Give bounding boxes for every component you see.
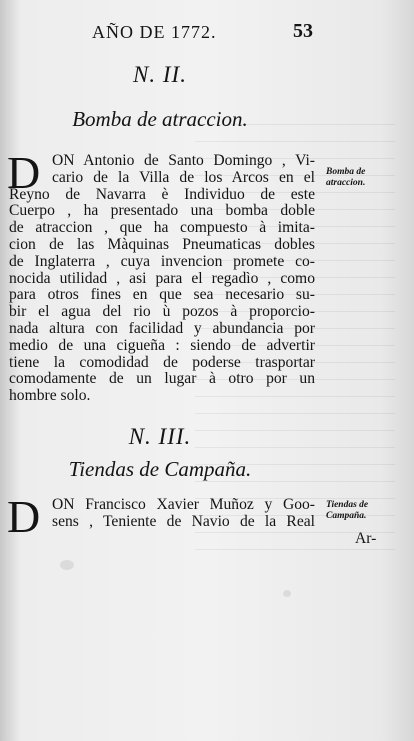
text-line: de atraccion , que ha compuesto à imita- — [9, 219, 315, 237]
section-title: Tiendas de Campaña. — [68, 457, 252, 481]
section-number: N. III. — [128, 424, 192, 449]
text-line: bir el agua del rio ù pozos à proporcio- — [9, 303, 315, 321]
text-line: ON Antonio de Santo Domingo , Vi- — [52, 152, 315, 169]
catchword: Ar- — [355, 530, 377, 547]
text-line: comodamente de un lugar à otro por un — [9, 370, 315, 388]
text-line: sens , Teniente de Navio de la Real — [52, 512, 315, 530]
section-title: Bomba de atraccion. — [72, 107, 248, 131]
running-header: AÑO DE 1772. — [92, 22, 217, 42]
margin-note-line: Campaña. — [326, 511, 367, 521]
text-line: de Inglaterra , cuya invencion promete co- — [9, 252, 315, 270]
body-paragraph — [7, 147, 315, 405]
text-line: cario de la Villa de los Arcos en el — [52, 168, 315, 186]
margin-note-line: atraccion. — [326, 178, 366, 188]
body-paragraph — [9, 497, 315, 531]
text-line: Cuerpo , ha presentado una bomba doble — [9, 202, 315, 220]
text-line: hombre solo. — [9, 387, 91, 405]
text-line: nada altura con facilidad y abundancia por — [9, 319, 315, 337]
margin-note — [326, 167, 406, 189]
text-line: medio de una cigueña : siendo de advertir — [9, 336, 315, 354]
text-line: nocida utilidad , asi para el regadìo , como — [9, 269, 315, 287]
section-number: N. II. — [133, 62, 187, 87]
text-line: cion de las Màquinas Pneumaticas dobles — [9, 235, 315, 253]
margin-note — [326, 500, 406, 522]
text-line: Reyno de Navarra è Individuo de este — [9, 185, 315, 203]
stain — [60, 560, 74, 570]
drop-cap: D — [7, 147, 41, 198]
margin-note-line: Bomba de — [326, 167, 366, 177]
text-line: para otros fines en que sea necesario su- — [9, 286, 315, 304]
margin-note-line: Tiendas de — [326, 500, 369, 510]
drop-cap: D — [7, 491, 41, 542]
text-line: tiene la comodidad de poderse trasportar — [9, 353, 315, 371]
text-line: ON Francisco Xavier Muñoz y Goo- — [52, 496, 315, 513]
stain — [283, 590, 291, 597]
page-number: 53 — [293, 20, 313, 42]
